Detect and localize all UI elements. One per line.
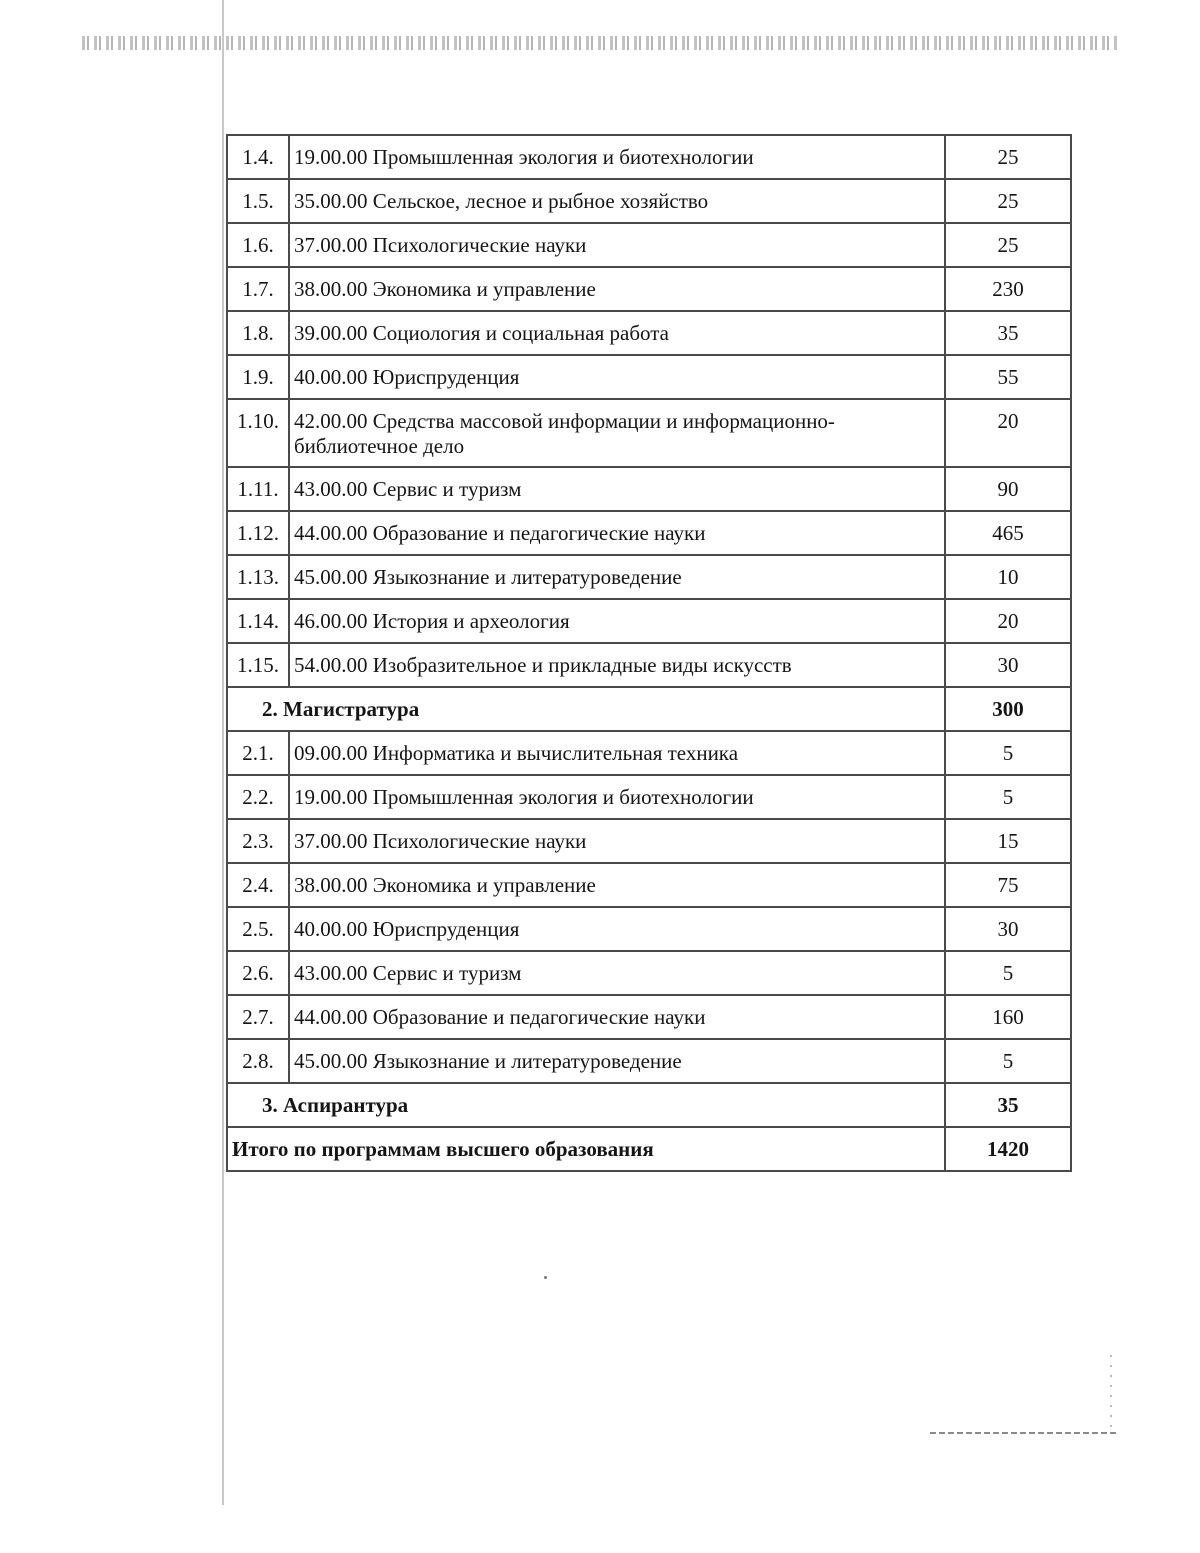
program-name: 19.00.00 Промышленная экология и биотехнологии <box>289 135 945 179</box>
row-number: 2.7. <box>227 995 289 1039</box>
program-name: 40.00.00 Юриспруденция <box>289 907 945 951</box>
program-count: 5 <box>945 1039 1071 1083</box>
program-count: 20 <box>945 599 1071 643</box>
section-title: 2. Магистратура <box>227 687 945 731</box>
program-count: 5 <box>945 951 1071 995</box>
program-name: 43.00.00 Сервис и туризм <box>289 467 945 511</box>
program-name: 19.00.00 Промышленная экология и биотехнологии <box>289 775 945 819</box>
program-count: 25 <box>945 223 1071 267</box>
row-number: 2.1. <box>227 731 289 775</box>
table-row <box>227 135 1071 179</box>
program-name: 54.00.00 Изобразительное и прикладные виды искусств <box>289 643 945 687</box>
row-number: 1.12. <box>227 511 289 555</box>
section-row-postgrad <box>227 1083 1071 1127</box>
row-number: 2.2. <box>227 775 289 819</box>
row-number: 2.4. <box>227 863 289 907</box>
program-name: 44.00.00 Образование и педагогические науки <box>289 511 945 555</box>
scan-noise-top <box>82 36 1118 50</box>
scan-speck <box>544 1276 547 1279</box>
program-name: 45.00.00 Языкознание и литературоведение <box>289 1039 945 1083</box>
row-number: 1.13. <box>227 555 289 599</box>
scan-signature-line <box>930 1432 1118 1434</box>
program-count: 35 <box>945 311 1071 355</box>
row-number: 1.5. <box>227 179 289 223</box>
program-count: 25 <box>945 179 1071 223</box>
row-number: 1.14. <box>227 599 289 643</box>
table-row <box>227 223 1071 267</box>
total-row <box>227 1127 1071 1171</box>
table-row <box>227 267 1071 311</box>
program-count: 15 <box>945 819 1071 863</box>
program-count: 10 <box>945 555 1071 599</box>
table-row <box>227 643 1071 687</box>
table-row <box>227 907 1071 951</box>
program-name: 44.00.00 Образование и педагогические науки <box>289 995 945 1039</box>
program-name: 45.00.00 Языкознание и литературоведение <box>289 555 945 599</box>
section-title: 3. Аспирантура <box>227 1083 945 1127</box>
table-row <box>227 599 1071 643</box>
table-row <box>227 819 1071 863</box>
row-number: 1.11. <box>227 467 289 511</box>
total-count: 1420 <box>945 1127 1071 1171</box>
program-count: 30 <box>945 643 1071 687</box>
row-number: 2.5. <box>227 907 289 951</box>
program-name: 42.00.00 Средства массовой информации и информационно-библиотечное дело <box>289 399 945 467</box>
program-name: 09.00.00 Информатика и вычислительная техника <box>289 731 945 775</box>
program-name: 38.00.00 Экономика и управление <box>289 863 945 907</box>
program-count: 465 <box>945 511 1071 555</box>
program-count: 5 <box>945 775 1071 819</box>
table-row <box>227 399 1071 467</box>
total-label: Итого по программам высшего образования <box>227 1127 945 1171</box>
row-number: 2.6. <box>227 951 289 995</box>
program-name: 39.00.00 Социология и социальная работа <box>289 311 945 355</box>
section-count: 300 <box>945 687 1071 731</box>
program-count: 90 <box>945 467 1071 511</box>
table-row <box>227 1039 1071 1083</box>
program-name: 46.00.00 История и археология <box>289 599 945 643</box>
program-name: 43.00.00 Сервис и туризм <box>289 951 945 995</box>
program-name: 35.00.00 Сельское, лесное и рыбное хозяйство <box>289 179 945 223</box>
table-row <box>227 951 1071 995</box>
row-number: 1.10. <box>227 399 289 467</box>
table-row <box>227 467 1071 511</box>
programs-table <box>226 134 1072 1172</box>
table-row <box>227 555 1071 599</box>
table-row <box>227 355 1071 399</box>
row-number: 2.3. <box>227 819 289 863</box>
section-count: 35 <box>945 1083 1071 1127</box>
program-name: 37.00.00 Психологические науки <box>289 223 945 267</box>
program-count: 5 <box>945 731 1071 775</box>
program-name: 40.00.00 Юриспруденция <box>289 355 945 399</box>
section-row-master <box>227 687 1071 731</box>
program-count: 20 <box>945 399 1071 467</box>
table-row <box>227 731 1071 775</box>
program-count: 75 <box>945 863 1071 907</box>
row-number: 1.7. <box>227 267 289 311</box>
table-row <box>227 511 1071 555</box>
program-count: 55 <box>945 355 1071 399</box>
table-row <box>227 995 1071 1039</box>
row-number: 2.8. <box>227 1039 289 1083</box>
table-row <box>227 863 1071 907</box>
program-name: 38.00.00 Экономика и управление <box>289 267 945 311</box>
table-row <box>227 311 1071 355</box>
scan-dots <box>1110 1355 1112 1430</box>
program-count: 25 <box>945 135 1071 179</box>
program-count: 160 <box>945 995 1071 1039</box>
row-number: 1.6. <box>227 223 289 267</box>
row-number: 1.15. <box>227 643 289 687</box>
table-row <box>227 775 1071 819</box>
table-row <box>227 179 1071 223</box>
row-number: 1.8. <box>227 311 289 355</box>
row-number: 1.4. <box>227 135 289 179</box>
program-name: 37.00.00 Психологические науки <box>289 819 945 863</box>
program-count: 30 <box>945 907 1071 951</box>
row-number: 1.9. <box>227 355 289 399</box>
program-count: 230 <box>945 267 1071 311</box>
scan-margin-line <box>222 0 224 1505</box>
